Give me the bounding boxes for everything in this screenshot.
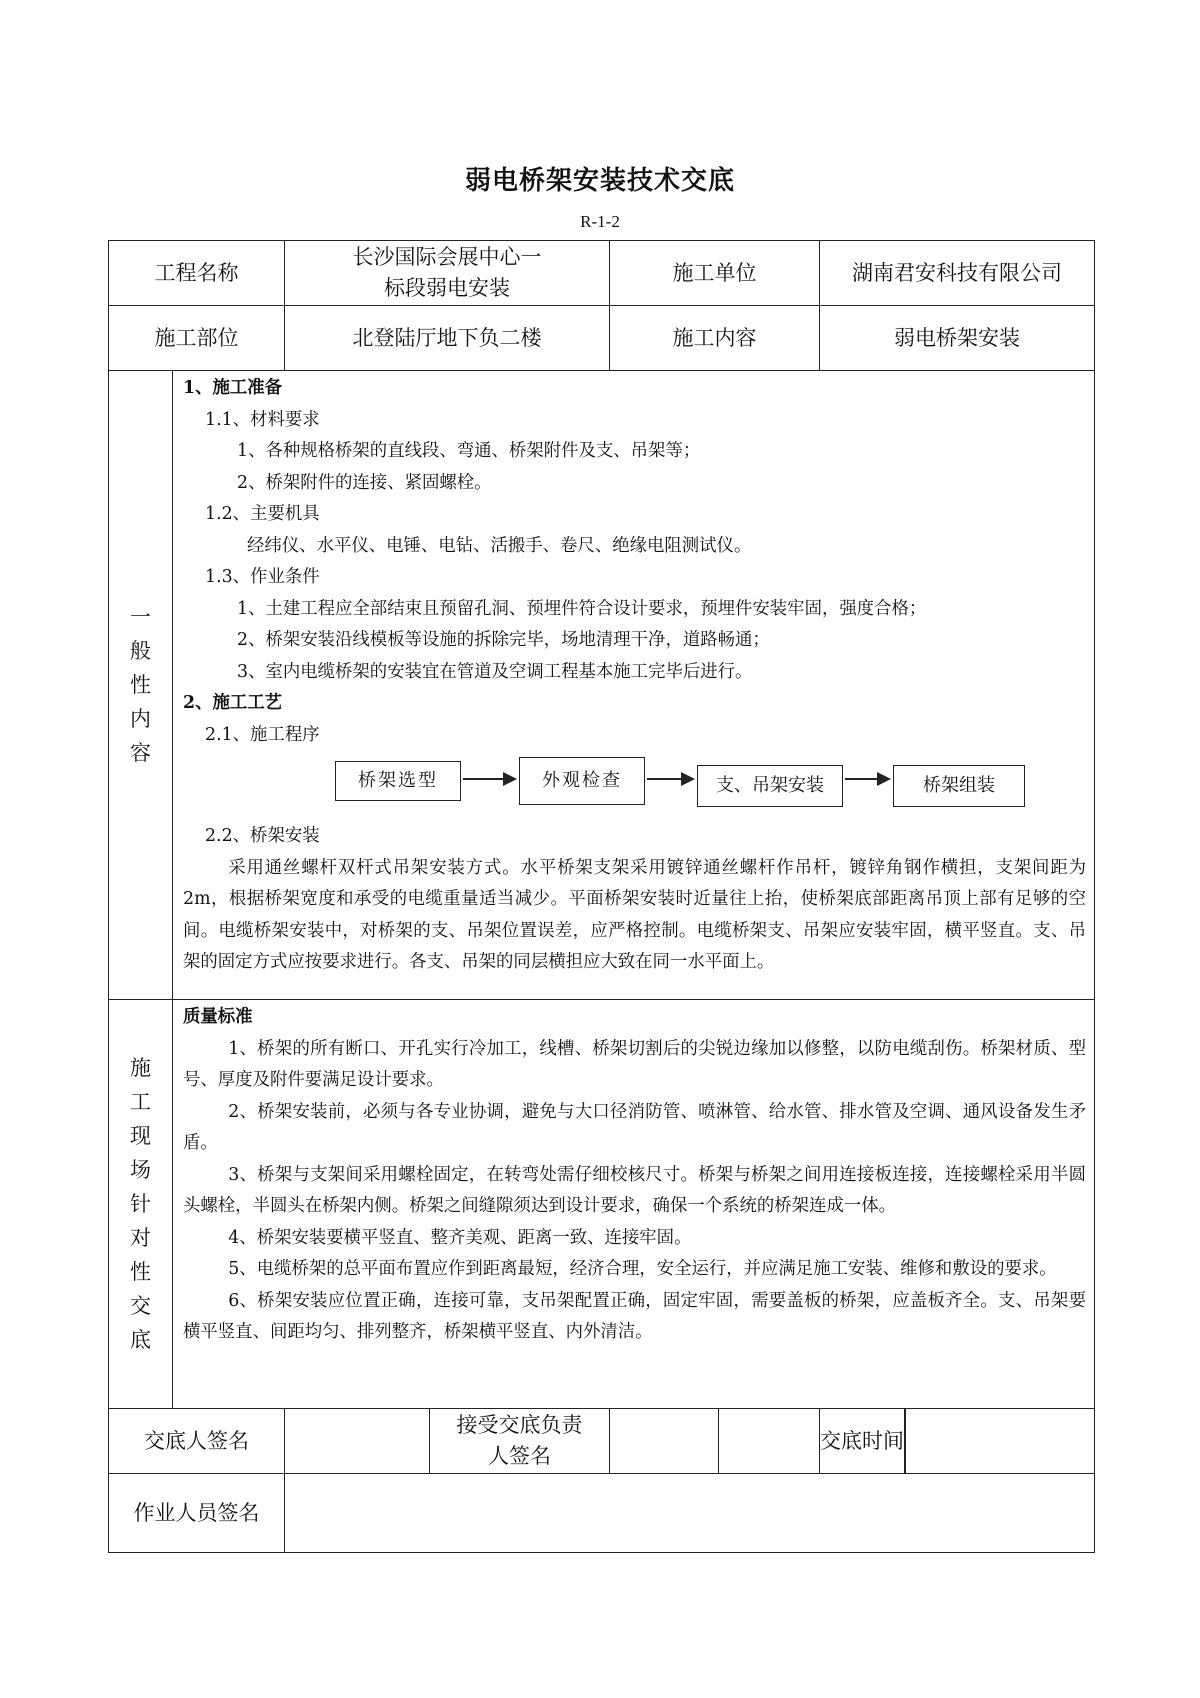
side-char: 工 [130, 1090, 151, 1114]
label-giver-signature: 交底人签名 [109, 1409, 285, 1474]
paragraph: 采用通丝螺杆双杆式吊架安装方式。水平桥架支架采用镀锌通丝螺杆作吊杆，镀锌角钢作横担，支架间距为2m，根据桥架宽度和承受的电缆重量适当减少。平面桥架安装时近量往上抬，使桥架底部距离吊顶上部有足够的空间。电缆桥架安装中，对桥架的支、吊架位置误差，应严格控制。电缆桥架支、吊架应安装牢固，横平竖直。支、吊架的固定方式应按要求进行。各支、吊架的同层横担应大致在同一水平面上。 [183, 857, 1086, 972]
project-name-value [285, 241, 610, 306]
label-project-name: 工程名称 [109, 241, 285, 306]
receiver-label-line2: 人签名 [488, 1444, 551, 1468]
side-char: 容 [130, 741, 151, 765]
section-heading: 1、施工准备 [183, 378, 283, 398]
label-workers-signature: 作业人员签名 [109, 1474, 285, 1553]
document-code: R-1-2 [580, 212, 620, 231]
flow-step: 支、吊架安装 [697, 765, 843, 807]
subsection-heading: 2.2、桥架安装 [205, 826, 320, 846]
project-name-line1: 长沙国际会展中心一 [352, 245, 542, 269]
general-section [109, 371, 1095, 1000]
giver-signature-field[interactable] [285, 1409, 430, 1474]
paragraph: 2、桥架安装前，必须与各专业协调，避免与大口径消防管、喷淋管、给水管、排水管及空调、通风设备发生矛盾。 [183, 1101, 1086, 1153]
list-item: 2、桥架安装沿线模板等设施的拆除完毕，场地清理干净，道路畅通； [237, 630, 770, 650]
label-disclosure-time: 交底时间 [820, 1409, 905, 1474]
paragraph: 3、桥架与支架间采用螺栓固定，在转弯处需仔细校核尺寸。桥架与桥架之间用连接板连接，连接螺栓采用半圆头螺栓，半圆头在桥架内侧。桥架之间缝隙须达到设计要求，确保一个系统的桥架连成一体。 [183, 1164, 1086, 1216]
side-char: 交 [130, 1294, 151, 1318]
list-item: 3、室内电缆桥架的安装宜在管道及空调工程基本施工完毕后进行。 [237, 661, 753, 682]
side-char: 性 [130, 673, 151, 697]
paragraph: 5、电缆桥架的总平面布置应作到距离最短，经济合理，安全运行，并应满足施工安装、维修和敷设的要求。 [228, 1259, 1057, 1279]
receiver-label-line1: 接受交底负责 [456, 1413, 583, 1437]
general-side-label [109, 371, 173, 1000]
receiver-field-divider [718, 1409, 719, 1473]
list-item: 1、土建工程应全部结束且预留孔洞、预埋件符合设计要求，预埋件安装牢固，强度合格； [237, 598, 927, 619]
side-char: 内 [130, 707, 151, 731]
side-char: 性 [130, 1260, 151, 1284]
construction-content-value: 弱电桥架安装 [820, 306, 1095, 371]
header-row-2 [109, 306, 1095, 371]
list-item: 1、各种规格桥架的直线段、弯通、桥架附件及支、吊架等； [237, 441, 701, 461]
signature-row-1 [109, 1409, 1095, 1474]
side-char: 针 [130, 1192, 151, 1216]
disclosure-time-field[interactable] [905, 1409, 1095, 1474]
subsection-heading: 1.2、主要机具 [205, 504, 320, 524]
paragraph: 经纬仪、水平仪、电锤、电钻、活搬手、卷尺、绝缘电阻测试仪。 [247, 535, 752, 556]
label-construction-location: 施工部位 [109, 306, 285, 371]
construction-location-value: 北登陆厅地下负二楼 [285, 306, 610, 371]
subsection-heading: 1.1、材料要求 [205, 409, 320, 430]
side-char: 现 [130, 1124, 151, 1148]
header-row-1 [109, 241, 1095, 306]
flow-arrow [647, 778, 693, 780]
subsection-heading: 1.3、作业条件 [205, 567, 320, 587]
time-field-divider [905, 1409, 906, 1473]
side-char: 施 [130, 1056, 151, 1080]
signature-row-2 [109, 1474, 1095, 1553]
side-char: 对 [130, 1226, 151, 1250]
side-char: 般 [130, 639, 151, 663]
paragraph: 4、桥架安装要横平竖直、整齐美观、距离一致、连接牢固。 [228, 1227, 692, 1248]
general-content [173, 371, 1095, 1000]
flow-step: 桥架组装 [893, 765, 1025, 807]
onsite-section [109, 1000, 1095, 1409]
receiver-signature-field[interactable] [610, 1409, 820, 1474]
section-heading: 2、施工工艺 [183, 693, 283, 713]
side-char: 底 [130, 1328, 151, 1352]
workers-signature-field[interactable] [285, 1474, 1095, 1553]
document-title: 弱电桥架安装技术交底 [464, 166, 735, 196]
paragraph: 6、桥架安装应位置正确，连接可靠，支吊架配置正确，固定牢固，需要盖板的桥架，应盖板齐全。支、吊架要横平竖直、间距均匀、排列整齐，桥架横平竖直、内外清洁。 [183, 1290, 1086, 1342]
flow-step: 桥架选型 [335, 761, 461, 801]
flow-step: 外观检查 [519, 757, 645, 805]
flow-arrow [845, 778, 889, 780]
project-name-line2: 标段弱电安装 [384, 276, 510, 300]
flow-arrow [463, 778, 515, 780]
label-receiver-signature [430, 1409, 610, 1474]
label-construction-content: 施工内容 [610, 306, 820, 371]
paragraph: 1、桥架的所有断口、开孔实行冷加工，线槽、桥架切割后的尖锐边缘加以修整，以防电缆刮伤。桥架材质、型号、厚度及附件要满足设计要求。 [183, 1038, 1086, 1090]
side-char: 一 [130, 605, 151, 629]
subsection-heading: 2.1、施工程序 [205, 724, 320, 745]
onsite-content [173, 1000, 1095, 1409]
disclosure-table [108, 240, 1095, 1553]
side-char: 场 [130, 1158, 151, 1182]
section-heading: 质量标准 [183, 1007, 253, 1027]
label-construction-unit: 施工单位 [610, 241, 820, 306]
list-item: 2、桥架附件的连接、紧固螺栓。 [237, 472, 492, 493]
construction-unit-value: 湖南君安科技有限公司 [820, 241, 1095, 306]
process-flowchart [183, 757, 1086, 819]
onsite-side-label [109, 1000, 173, 1409]
